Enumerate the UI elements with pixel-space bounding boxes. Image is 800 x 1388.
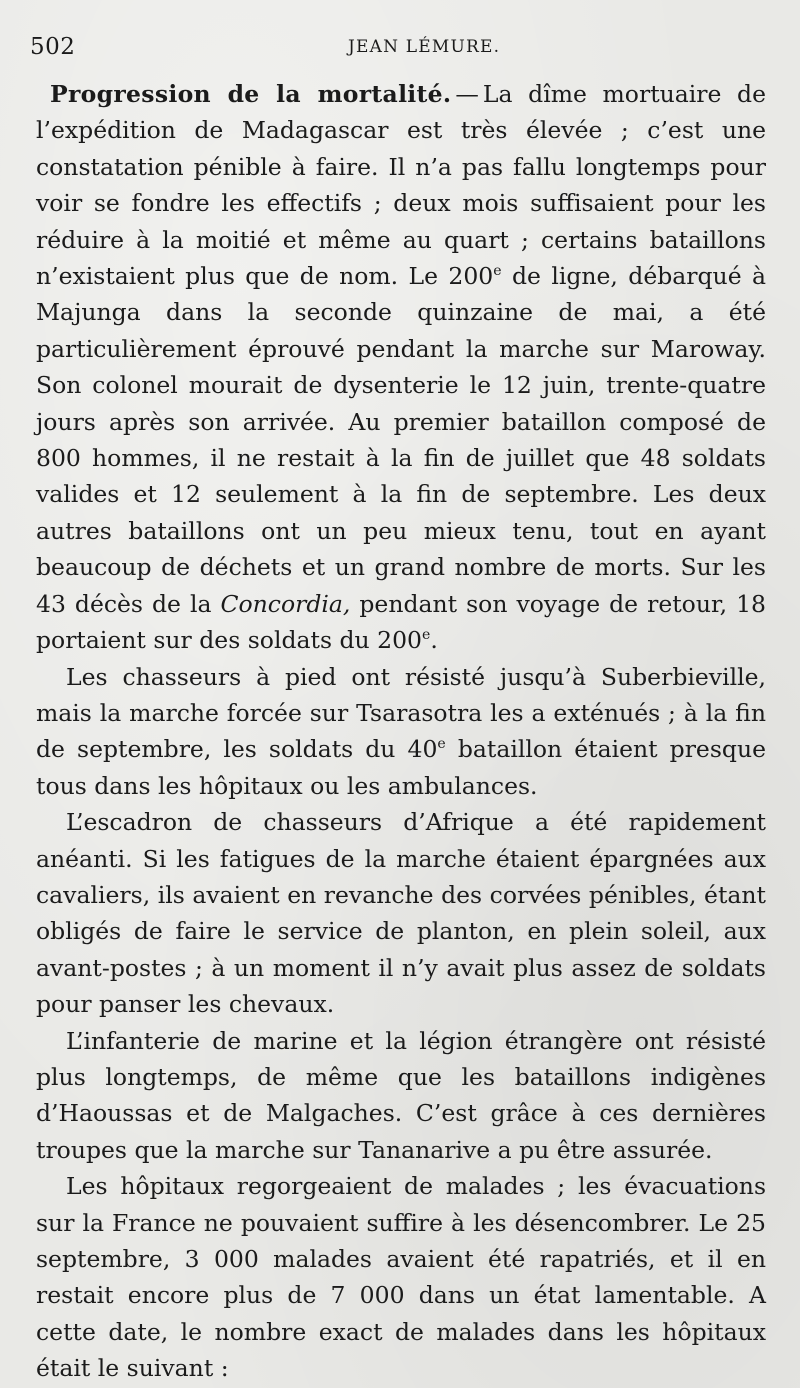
paragraph-text: pendant son voyage de retour, 18 portaient sur des soldats du 200 — [36, 589, 767, 655]
paragraph-text: Les chasseurs à pied ont résisté jusqu’à Suberbieville, mais la marche forcée sur Tsarasotra les a exténués ; à la fin de septembre, les soldats du 40 — [36, 662, 766, 764]
paragraph-infanterie: L’infanterie de marine et la légion étrangère ont résisté plus longtemps, de même que les bataillons indigènes d’Haoussas et de Malgaches. C’est grâce à ces dernières troupes que la marche sur Tananarive a pu être assurée. — [36, 1026, 766, 1164]
superscript: e — [493, 263, 502, 280]
page-number: 502 — [30, 34, 76, 60]
paragraph-hopitaux: Les hôpitaux regorgeaient de malades ; les évacuations sur la France ne pouvaient suffire à les désencombrer. Le 25 septembre, 3 000 malades avaient été rapatriés, et il en restait encore plus de 7 000 dans un état lamentable. A cette date, le nombre exact de malades dans les hôpitaux était le suivant : — [36, 1172, 766, 1383]
paragraph-escadron: L’escadron de chasseurs d’Afrique a été rapidement anéanti. Si les fatigues de la marche étaient épargnées aux cavaliers, ils avaient en revanche des corvées pénibles, étant obligés de faire le service de planton, en plein soleil, aux avant-postes ; à un moment il n’y avait plus assez de soldats pour panser les chevaux. — [36, 808, 766, 1019]
heading-dash: — — [455, 80, 479, 108]
paragraph-text: La dîme mortuaire de l’expédition de Madagascar est très élevée ; c’est une constatation pénible à faire. Il n’a pas fallu longtemps pour voir se fondre les effectifs ; deux mois suffisaient pour les réduire à la moitié et même au quart ; certains bataillons n’existaient plus que de nom. Le 200 — [36, 80, 767, 291]
paragraph-text: bataillon étaient presque tous dans les hôpitaux ou les ambulances. — [36, 735, 766, 800]
body-text — [36, 76, 766, 1387]
superscript: e — [437, 736, 446, 753]
paragraph-chasseurs-a-pied — [36, 659, 766, 805]
running-head: JEAN LÉMURE. — [348, 37, 501, 57]
section-heading: Progression de la mortalité. — [50, 80, 452, 108]
superscript: e — [421, 627, 431, 644]
page-header — [30, 34, 760, 64]
paragraph-text: . — [430, 626, 438, 655]
paragraph-mortality — [36, 76, 766, 659]
paragraph-text: de ligne, débarqué à Majunga dans la seconde quinzaine de mai, a été particulièrement éprouvé pendant la marche sur Maroway. Son colonel mourait de dysenterie le 12 juin, trente-quatre jours après son arrivée. Au premier bataillon composé de 800 hommes, il ne restait à la fin de juillet que 48 soldats valides et 12 seulement à la fin de septembre. Les deux autres bataillons ont un peu mieux tenu, tout en ayant beaucoup de déchets et un grand nombre de morts. Sur les 43 décès de la — [36, 262, 766, 618]
ship-name: Concordia, — [220, 589, 351, 618]
